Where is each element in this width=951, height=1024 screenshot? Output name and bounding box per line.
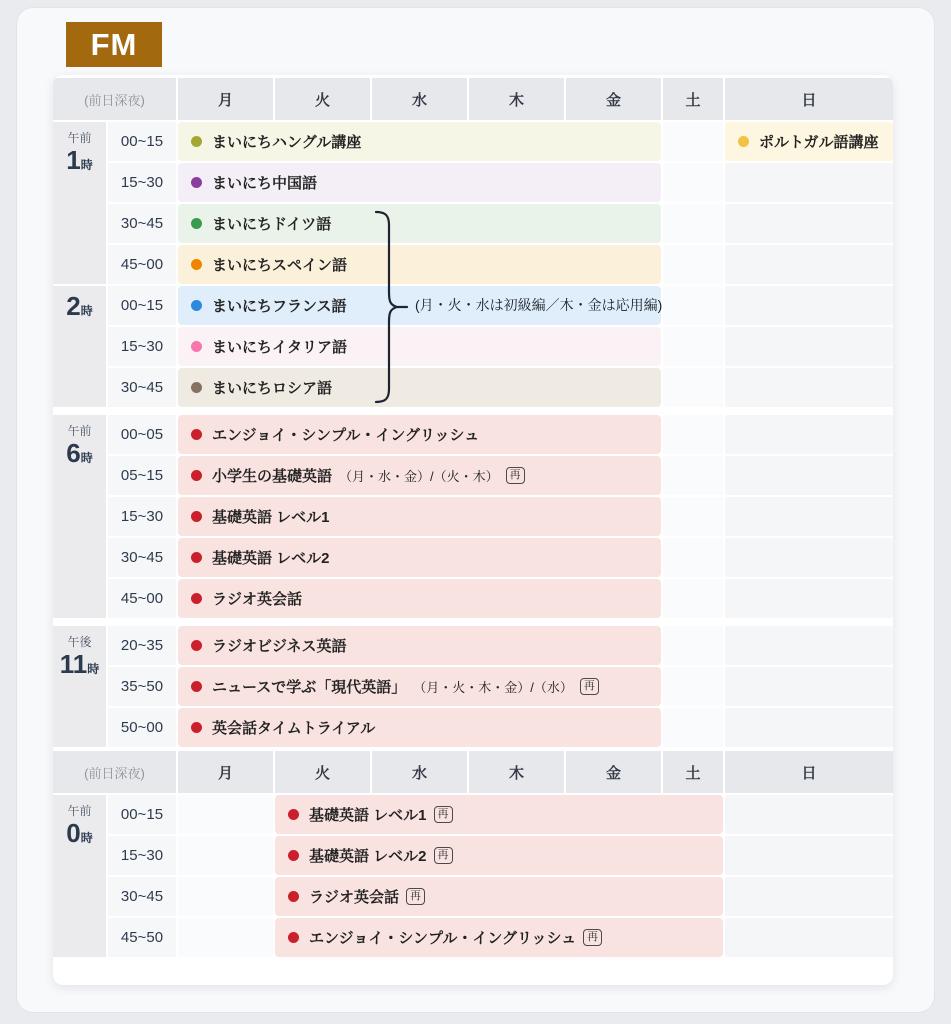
program-name: まいにちスペイン語 bbox=[212, 257, 348, 274]
empty-cell bbox=[725, 538, 893, 577]
day-header-6: 日 bbox=[725, 751, 893, 793]
program-schedule: （月・火・木・金）/（水） bbox=[413, 680, 573, 695]
program-name: 英会話タイムトライアル bbox=[212, 720, 376, 737]
empty-cell bbox=[663, 122, 723, 161]
repeat-badge: 再 bbox=[580, 678, 599, 695]
program-dot bbox=[191, 681, 202, 692]
empty-cell bbox=[178, 795, 273, 834]
hour-suffix: 時 bbox=[80, 158, 93, 172]
hour-number: 1 bbox=[66, 145, 81, 175]
hour-period-label: 午前 bbox=[67, 424, 92, 438]
empty-cell bbox=[663, 245, 723, 284]
day-header-4: 金 bbox=[566, 751, 661, 793]
schedule-band bbox=[53, 626, 893, 747]
day-header-1: 火 bbox=[275, 78, 370, 120]
program-bar bbox=[178, 415, 661, 454]
program-bar bbox=[178, 204, 661, 243]
day-header-1: 火 bbox=[275, 751, 370, 793]
program-dot bbox=[191, 429, 202, 440]
program-name: エンジョイ・シンプル・イングリッシュ bbox=[309, 930, 577, 947]
schedule-band bbox=[53, 415, 893, 618]
empty-cell bbox=[725, 877, 893, 916]
bracket-annotation: (月・火・水は初級編／木・金は応用編) bbox=[415, 297, 663, 313]
time-slot: 15~30 bbox=[108, 836, 176, 875]
empty-cell bbox=[725, 708, 893, 747]
empty-cell bbox=[178, 877, 273, 916]
program-bar bbox=[178, 327, 661, 366]
fm-badge: FM bbox=[66, 22, 162, 67]
empty-cell bbox=[663, 626, 723, 665]
empty-cell bbox=[663, 497, 723, 536]
hour-suffix: 時 bbox=[80, 304, 93, 318]
empty-cell bbox=[725, 667, 893, 706]
empty-cell bbox=[663, 579, 723, 618]
repeat-badge: 再 bbox=[434, 847, 453, 864]
program-schedule: （月・水・金）/（火・木） bbox=[339, 469, 499, 484]
program-name: ラジオ英会話 bbox=[212, 591, 303, 608]
time-slot: 15~30 bbox=[108, 497, 176, 536]
empty-cell bbox=[663, 415, 723, 454]
hour-cell bbox=[53, 795, 106, 957]
program-dot bbox=[191, 511, 202, 522]
day-header-0: 月 bbox=[178, 751, 273, 793]
empty-cell bbox=[178, 918, 273, 957]
time-slot: 50~00 bbox=[108, 708, 176, 747]
time-slot: 45~00 bbox=[108, 245, 176, 284]
program-dot bbox=[191, 552, 202, 563]
time-slot: 00~15 bbox=[108, 122, 176, 161]
hour-suffix: 時 bbox=[87, 662, 100, 676]
empty-cell bbox=[725, 415, 893, 454]
empty-cell bbox=[178, 836, 273, 875]
hour-label bbox=[60, 651, 100, 678]
time-slot: 00~15 bbox=[108, 795, 176, 834]
empty-cell bbox=[663, 163, 723, 202]
empty-cell bbox=[663, 368, 723, 407]
program-bar bbox=[178, 667, 661, 706]
hour-cell bbox=[53, 122, 106, 284]
program-bar bbox=[275, 836, 723, 875]
repeat-badge: 再 bbox=[506, 467, 525, 484]
day-header-3: 木 bbox=[469, 751, 564, 793]
time-slot: 30~45 bbox=[108, 368, 176, 407]
hour-number: 11 bbox=[59, 649, 88, 679]
program-name: まいにちフランス語 bbox=[212, 298, 347, 315]
empty-cell bbox=[663, 667, 723, 706]
day-header-3: 木 bbox=[469, 78, 564, 120]
hour-label bbox=[66, 293, 92, 320]
empty-cell bbox=[725, 836, 893, 875]
hour-period-label: 午後 bbox=[67, 635, 92, 649]
time-slot: 20~35 bbox=[108, 626, 176, 665]
program-name: 小学生の基礎英語 bbox=[212, 468, 333, 485]
time-slot: 15~30 bbox=[108, 327, 176, 366]
program-dot bbox=[191, 470, 202, 481]
program-bar bbox=[178, 579, 661, 618]
time-slot: 45~50 bbox=[108, 918, 176, 957]
program-bar bbox=[178, 456, 661, 495]
time-slot: 30~45 bbox=[108, 538, 176, 577]
empty-cell bbox=[663, 327, 723, 366]
schedule-band bbox=[53, 795, 893, 957]
program-dot bbox=[191, 722, 202, 733]
program-name: 基礎英語 レベル1 bbox=[212, 509, 330, 526]
program-bar bbox=[178, 163, 661, 202]
hour-label bbox=[66, 147, 92, 174]
time-slot: 30~45 bbox=[108, 877, 176, 916]
hour-suffix: 時 bbox=[80, 451, 93, 465]
hour-cell bbox=[53, 626, 106, 747]
hour-label bbox=[66, 820, 92, 847]
program-bar bbox=[275, 918, 723, 957]
program-name: まいにちロシア語 bbox=[212, 380, 333, 397]
time-slot: 45~00 bbox=[108, 579, 176, 618]
program-dot bbox=[191, 300, 202, 311]
program-name: まいにちイタリア語 bbox=[212, 339, 348, 356]
time-slot: 30~45 bbox=[108, 204, 176, 243]
program-bar bbox=[178, 708, 661, 747]
empty-cell bbox=[663, 286, 723, 325]
repeat-badge: 再 bbox=[583, 929, 602, 946]
empty-cell bbox=[725, 579, 893, 618]
program-name: まいにちハングル講座 bbox=[212, 134, 362, 151]
hour-period-label: 午前 bbox=[67, 804, 92, 818]
program-bar bbox=[178, 497, 661, 536]
repeat-badge: 再 bbox=[406, 888, 425, 905]
program-name: まいにちドイツ語 bbox=[212, 216, 332, 233]
program-bar bbox=[178, 626, 661, 665]
program-dot bbox=[288, 932, 299, 943]
program-dot bbox=[191, 593, 202, 604]
program-name: ポルトガル語講座 bbox=[759, 134, 879, 151]
empty-cell bbox=[663, 204, 723, 243]
empty-cell bbox=[725, 368, 893, 407]
schedule-panel bbox=[53, 75, 893, 985]
empty-cell bbox=[725, 163, 893, 202]
program-bar bbox=[178, 368, 661, 407]
time-slot: 05~15 bbox=[108, 456, 176, 495]
program-dot bbox=[191, 640, 202, 651]
day-header-4: 金 bbox=[566, 78, 661, 120]
header-corner-label: (前日深夜) bbox=[53, 78, 176, 120]
program-name: ラジオ英会話 bbox=[309, 889, 400, 906]
program-bar bbox=[275, 795, 723, 834]
program-name: エンジョイ・シンプル・イングリッシュ bbox=[212, 427, 480, 444]
program-dot bbox=[191, 341, 202, 352]
empty-cell bbox=[725, 456, 893, 495]
hour-cell bbox=[53, 415, 106, 618]
program-dot bbox=[191, 382, 202, 393]
program-dot bbox=[288, 891, 299, 902]
time-slot: 00~15 bbox=[108, 286, 176, 325]
program-bar bbox=[178, 122, 661, 161]
hour-label bbox=[66, 440, 92, 467]
program-name: 基礎英語 レベル2 bbox=[212, 550, 330, 567]
time-slot: 35~50 bbox=[108, 667, 176, 706]
day-header-2: 水 bbox=[372, 751, 467, 793]
empty-cell bbox=[725, 204, 893, 243]
day-header-0: 月 bbox=[178, 78, 273, 120]
empty-cell bbox=[725, 245, 893, 284]
header-corner-label: (前日深夜) bbox=[53, 751, 176, 793]
program-name: 基礎英語 レベル1 bbox=[309, 807, 427, 824]
day-header-5: 土 bbox=[663, 751, 723, 793]
program-name: ニュースで学ぶ「現代英語」 bbox=[212, 679, 407, 696]
empty-cell bbox=[663, 538, 723, 577]
program-name: 基礎英語 レベル2 bbox=[309, 848, 427, 865]
program-bar bbox=[178, 245, 661, 284]
table-header-row bbox=[53, 78, 893, 120]
program-dot bbox=[191, 136, 202, 147]
schedule-table-main bbox=[53, 78, 893, 747]
program-dot bbox=[191, 218, 202, 229]
hour-cell bbox=[53, 286, 106, 407]
program-dot bbox=[288, 809, 299, 820]
empty-cell bbox=[725, 327, 893, 366]
hour-number: 2 bbox=[66, 291, 81, 321]
time-slot: 00~05 bbox=[108, 415, 176, 454]
day-header-6: 日 bbox=[725, 78, 893, 120]
hour-suffix: 時 bbox=[80, 831, 93, 845]
time-slot: 15~30 bbox=[108, 163, 176, 202]
day-header-2: 水 bbox=[372, 78, 467, 120]
program-name: まいにち中国語 bbox=[212, 175, 318, 192]
schedule-card bbox=[17, 8, 934, 1012]
empty-cell bbox=[663, 708, 723, 747]
empty-cell bbox=[725, 286, 893, 325]
empty-cell bbox=[663, 456, 723, 495]
program-dot bbox=[738, 136, 749, 147]
repeat-badge: 再 bbox=[434, 806, 453, 823]
table-header-row bbox=[53, 751, 893, 793]
program-bar bbox=[275, 877, 723, 916]
schedule-table-late bbox=[53, 751, 893, 957]
day-header-5: 土 bbox=[663, 78, 723, 120]
schedule-band bbox=[53, 122, 893, 407]
empty-cell bbox=[725, 626, 893, 665]
sunday-program-bar bbox=[725, 122, 893, 161]
empty-cell bbox=[725, 497, 893, 536]
program-dot bbox=[288, 850, 299, 861]
empty-cell bbox=[725, 795, 893, 834]
empty-cell bbox=[725, 918, 893, 957]
hour-period-label: 午前 bbox=[67, 131, 92, 145]
hour-number: 0 bbox=[66, 818, 81, 848]
program-dot bbox=[191, 259, 202, 270]
hour-number: 6 bbox=[66, 438, 81, 468]
program-name: ラジオビジネス英語 bbox=[212, 638, 347, 655]
program-dot bbox=[191, 177, 202, 188]
program-bar bbox=[178, 538, 661, 577]
